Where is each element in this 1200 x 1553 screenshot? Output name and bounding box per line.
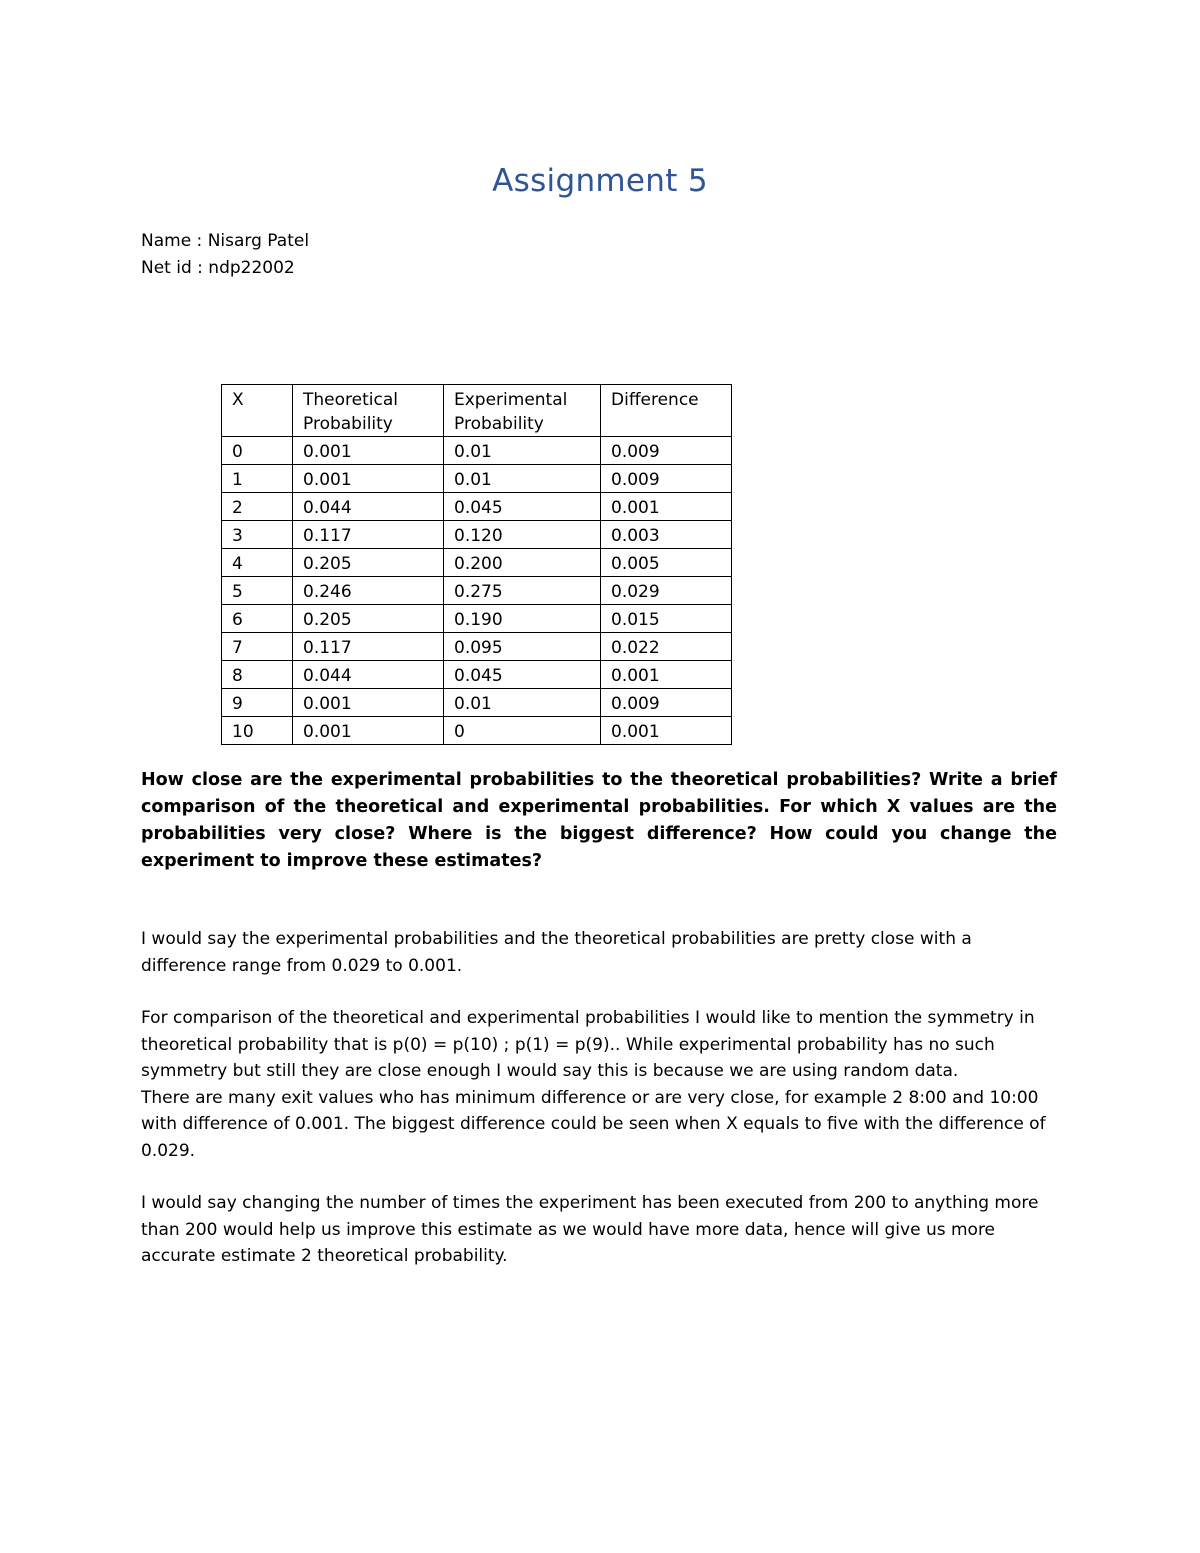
cell-theoretical: 0.001 [293,689,444,717]
cell-theoretical: 0.246 [293,577,444,605]
table-header-row [222,385,732,437]
answer-text: I would say the experimental probabilities and the theoretical probabilities are pretty close with a difference range from 0.029 to 0.001. [141,929,972,976]
cell-difference: 0.001 [601,493,732,521]
cell-theoretical: 0.001 [293,717,444,745]
assignment-question: How close are the experimental probabilities to the theoretical probabilities? Write a brief comparison of the theoretical and experimental probabilities. For which X values are the probabilities very close? Where is the biggest difference? How could you change the experiment to improve these estimates? [141,770,1057,871]
cell-experimental: 0.01 [444,465,601,493]
cell-experimental: 0.045 [444,493,601,521]
table-row [222,689,732,717]
page-title: Assignment 5 [492,163,708,199]
cell-theoretical: 0.044 [293,493,444,521]
cell-x: 2 [222,493,293,521]
table-row [222,661,732,689]
table-row [222,633,732,661]
cell-experimental: 0.275 [444,577,601,605]
cell-x: 1 [222,465,293,493]
answer-text: There are many exit values who has minimum difference or are very close, for example 2 8:00 and 10:00 with difference of 0.001. The biggest difference could be seen when X equals to five with the difference of 0.029. [141,1087,1046,1161]
answer-text: For comparison of the theoretical and experimental probabilities I would like to mention the symmetry in theoretical probability that is p(0) = p(10) ; p(1) = p(9).. While experimental probability has no such symmetry but still they are close enough I would say this is because we are using random data. [141,1008,1035,1081]
cell-experimental: 0.045 [444,661,601,689]
cell-experimental: 0.01 [444,689,601,717]
cell-theoretical: 0.205 [293,549,444,577]
cell-x: 10 [222,717,293,745]
cell-experimental: 0 [444,717,601,745]
cell-theoretical: 0.001 [293,437,444,465]
cell-experimental: 0.200 [444,549,601,577]
cell-x: 6 [222,605,293,633]
answer-text: I would say changing the number of times the experiment has been executed from 200 to anything more than 200 would help us improve this estimate as we would have more data, hence will give us more accurate estimate 2 theoretical probability. [141,1193,1039,1266]
header-difference: Difference [601,385,732,437]
cell-difference: 0.001 [601,661,732,689]
table-row [222,605,732,633]
answer-paragraph-3 [141,1190,1061,1270]
student-net-id: Net id : ndp22002 [141,258,295,278]
header-x: X [222,385,293,437]
cell-theoretical: 0.117 [293,633,444,661]
cell-difference: 0.009 [601,689,732,717]
cell-difference: 0.001 [601,717,732,745]
table-row [222,437,732,465]
cell-difference: 0.009 [601,465,732,493]
student-name: Name : Nisarg Patel [141,231,310,251]
cell-theoretical: 0.044 [293,661,444,689]
table-row [222,577,732,605]
cell-difference: 0.005 [601,549,732,577]
table-row [222,465,732,493]
header-experimental-probability: Experimental Probability [444,385,601,437]
cell-difference: 0.022 [601,633,732,661]
cell-difference: 0.029 [601,577,732,605]
cell-theoretical: 0.117 [293,521,444,549]
cell-x: 5 [222,577,293,605]
cell-x: 7 [222,633,293,661]
cell-theoretical: 0.205 [293,605,444,633]
cell-experimental: 0.01 [444,437,601,465]
probability-table [221,384,732,745]
cell-difference: 0.015 [601,605,732,633]
cell-theoretical: 0.001 [293,465,444,493]
cell-experimental: 0.190 [444,605,601,633]
table-row [222,549,732,577]
answer-paragraph-2 [141,1005,1061,1164]
table-row [222,493,732,521]
cell-experimental: 0.095 [444,633,601,661]
cell-x: 4 [222,549,293,577]
cell-x: 9 [222,689,293,717]
cell-x: 8 [222,661,293,689]
cell-x: 0 [222,437,293,465]
answer-paragraph-1 [141,926,1061,979]
table-body [222,437,732,745]
cell-experimental: 0.120 [444,521,601,549]
header-theoretical-probability: Theoretical Probability [293,385,444,437]
cell-difference: 0.003 [601,521,732,549]
table-row [222,717,732,745]
cell-difference: 0.009 [601,437,732,465]
cell-x: 3 [222,521,293,549]
table-row [222,521,732,549]
